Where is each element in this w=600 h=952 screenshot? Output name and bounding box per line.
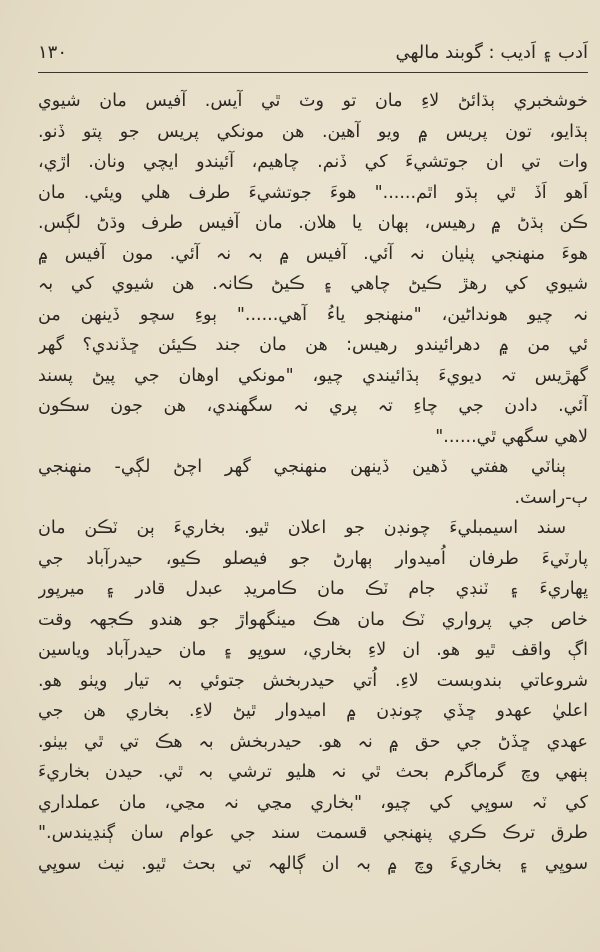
text-line: سند اسيمبليءَ چونڊن جو اعلان ٿيو. بخاريءَ ٻن ٽڪن مان — [38, 518, 566, 538]
text-line: خوشخبري ٻڌائڻ لاءِ مان تو وٽ ٿي آيس. آفيس مان شيوي — [38, 91, 588, 111]
text-line: اعليٰ عهدو ڇڏي چونڊن ۾ اميدوار ٿيڻ لاءِ. بخاري هن جي — [38, 701, 588, 721]
text-line: طرق ترڪ ڪري پنهنجي قسمت سند جي عوام سان ڳنڍيندس." — [38, 823, 588, 843]
text-line: آئي. دادن جي چاءِ تہ پري نہ سگهندي، هن جون سڪون — [38, 396, 588, 416]
text-line: ٻڌايو، تون پريس ۾ ويو آهين. هن مونکي پريس جو پتو ڏنو. — [38, 121, 588, 142]
text-line: ٻنهي وچ گرماگرم بحث ٿي نہ هليو ترشي بہ ٿي. حيدن بخاريءَ — [38, 762, 588, 782]
text-line: خاص جي پرواري ٽڪ مان هڪ مينگهواڙ جو هندو ڪجھہ وقت — [38, 609, 588, 630]
text-line: سوڀي ۽ بخاريءَ وچ ۾ بہ ان ڳالھہ تي بحث ٿيو. نيٺ سوڀي — [38, 853, 588, 874]
page-number: ١٣٠ — [38, 42, 68, 63]
text-line: شروعاتي بندوبست لاءِ. اُتي حيدربخش جتوئي بہ تيار ويٺو هو. — [38, 670, 588, 691]
text-line: اڳ واقف ٿيو هو. ان لاءِ بخاري، سوڀو ۽ مان حيدرآباد وياسين — [38, 640, 588, 660]
text-line: ٻناٽي هفتي ڏهين ڏينهن منهنجي گهر اچڻ لڳي- منهنجي — [38, 457, 566, 477]
text-line: پارٽيءَ طرفان اُميدوار ٻهارڻ جو فيصلو ڪيو، حيدرآباد جي — [38, 548, 588, 569]
text-line: ئي من ۾ دهرائيندو رهيس: هن مان جند ڪيئن ڇڏندي؟ گهر — [38, 335, 588, 355]
text-line: ڀهاريءَ ۽ ٽنڊي جام ٽڪ مان ڪامريڊ عبدل قادر ۽ ميرپور — [38, 579, 588, 599]
running-title: اَدب ۽ اَديب : گوبند مالهي — [395, 42, 588, 63]
header-rule — [38, 72, 588, 73]
text-line: گهڙيس تہ ديويءَ ٻڌائيندي چيو، "مونکي اوهان جي پيڻ پسند — [38, 365, 588, 386]
text-line: عهدي ڇڏڻ جي حق ۾ نہ هو. حيدربخش بہ هڪ تي ٿي بيٺو. — [38, 731, 588, 752]
text-line: کي ٽہ سوڀي کي چيو، "بخاري مڃي نہ مڃي، مان عملداري — [38, 792, 588, 813]
text-line: شيوي کي رهڙ ڪيڻ چاهي ۽ ڪيڻ ڪانہ. هن شيوي کي بہ — [38, 274, 588, 294]
text-line: هوءَ منهنجي پٺيان نہ آئي. آفيس ۾ بہ نہ آئي. مون آفيس ۾ — [38, 243, 588, 264]
text-line: ٻ-راسٽ. — [514, 487, 588, 508]
body-text — [38, 86, 588, 879]
text-line: اَهو اَڏ ٿي ٻڌو اٿم......" هوءَ جوتشيءَ طرف هلي ويئي. مان — [38, 182, 588, 203]
text-line: نہ چيو هونداڻين، "منهنجو ياءُ آهي......" ٻوءِ سچو ڏينهن من — [38, 304, 588, 325]
running-header — [38, 42, 588, 68]
text-line: لاهي سگهي ٿي......" — [435, 426, 588, 447]
text-line: وات تي ان جوتشيءَ کي ڏنم. چاهيم، آئيندو ايچي ونان. اڙي، — [38, 152, 588, 172]
text-line: ڪن ٻڌڻ ۾ رهيس، ٻهان يا هلان. مان آفيس طرف وڌڻ لڳس. — [38, 213, 588, 233]
